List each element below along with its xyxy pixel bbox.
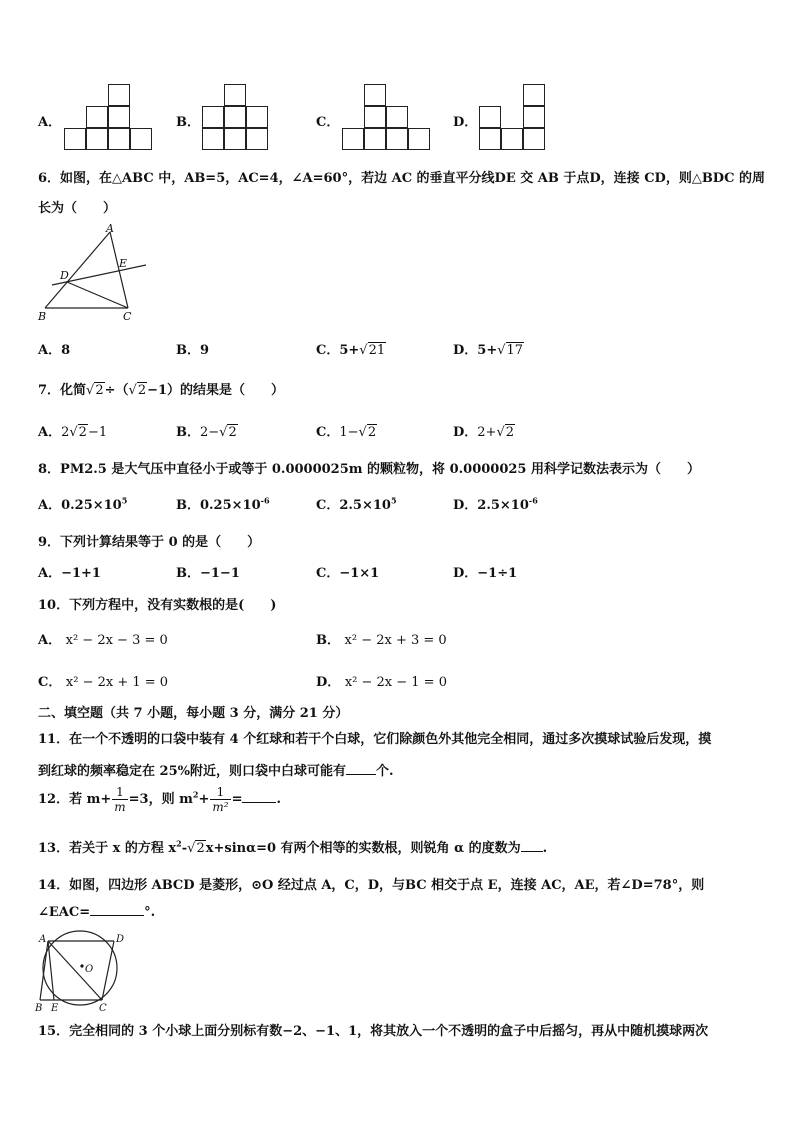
q10-option-a-prefix: A． bbox=[38, 633, 62, 648]
q12-plus: + bbox=[198, 792, 210, 807]
q8-option-d-base: D．2.5×10 bbox=[453, 498, 529, 513]
q7-option-a: A．2√2−1 bbox=[38, 425, 108, 440]
q13-answer-blank[interactable] bbox=[521, 851, 543, 852]
q14-label-d: D bbox=[116, 934, 125, 945]
q13-prefix: 13．若关于 x 的方程 x bbox=[38, 841, 177, 856]
q10-option-d-equation: x² − 2x − 1 = 0 bbox=[344, 675, 447, 690]
q12-fraction-2 bbox=[210, 785, 230, 814]
q9-option-c: C．−1×1 bbox=[316, 566, 380, 581]
q13-radicand: 2 bbox=[196, 841, 205, 856]
q8-text: 8．PM2.5 是大气压中直径小于或等于 0.0000025m 的颗粒物，将 0.0000025 用科学记数法表示为（ ） bbox=[38, 462, 700, 477]
q6-option-d-radicand: 17 bbox=[506, 343, 524, 358]
q5-option-a-label: A． bbox=[38, 115, 62, 130]
q12-fraction-1 bbox=[112, 785, 127, 814]
q14-label-o: O bbox=[85, 964, 94, 975]
q7-option-d-radicand: 2 bbox=[505, 425, 515, 440]
q12-mid-exp: 2 bbox=[192, 789, 199, 800]
q7-option-b-radicand: 2 bbox=[228, 425, 237, 440]
q10-option-b-equation: x² − 2x + 3 = 0 bbox=[344, 633, 447, 648]
q13-text: 13．若关于 x 的方程 $x^2-√2x+\sin\alpha=0$ 有两个相等的实数根，则锐角 α 的度数为 . bbox=[38, 838, 548, 856]
q10-option-c bbox=[38, 671, 168, 690]
q8-option-b-exp: -6 bbox=[260, 495, 270, 506]
q12-prefix: 12．若 m+ bbox=[38, 792, 112, 807]
q12-text bbox=[38, 785, 281, 814]
q14-text: 14．如图，四边形 ABCD 是菱形，⊙O 经过点 A，C，D，与BC 相交于点 E，连接 AC，AE，若∠D=78°，则 bbox=[38, 878, 705, 893]
section-2-heading: 二、填空题（共 7 小题，每小题 3 分，满分 21 分） bbox=[38, 706, 349, 721]
q9-option-d: D．−1÷1 bbox=[453, 566, 518, 581]
q6-text-2: 长为（ ） bbox=[38, 201, 117, 216]
q10-option-c-equation: x² − 2x + 1 = 0 bbox=[65, 675, 169, 690]
q10-option-d bbox=[316, 671, 447, 690]
q5-option-b-label: B． bbox=[176, 115, 200, 130]
q6-option-d: D．5+√17 bbox=[453, 343, 524, 358]
q10-option-d-prefix: D． bbox=[316, 675, 341, 690]
q12-fraction-2-num: 1 bbox=[210, 785, 230, 800]
q7-option-a-prefix: A． bbox=[38, 425, 62, 440]
q12-equals: = bbox=[231, 792, 243, 807]
q10-option-c-prefix: C． bbox=[38, 675, 62, 690]
q13-end: . bbox=[542, 841, 548, 856]
q6-triangle-figure bbox=[36, 222, 152, 324]
q9-option-a: A．−1+1 bbox=[38, 566, 101, 581]
q14-rhombus-circle-figure bbox=[34, 930, 134, 1014]
q6-label-b: B bbox=[38, 310, 47, 323]
q7-mid: ÷（ bbox=[104, 383, 129, 398]
q6-option-b: B．9 bbox=[176, 343, 210, 358]
q13-exp: 2 bbox=[176, 838, 182, 849]
q13-mid: x+sinα=0 有两个相等的实数根，则锐角 α 的度数为 bbox=[205, 841, 521, 856]
q8-option-c-base: C．2.5×10 bbox=[316, 498, 391, 513]
q7-option-b: B．2−√2 bbox=[176, 425, 237, 440]
q8-option-b-base: B．0.25×10 bbox=[176, 498, 261, 513]
q7-option-c-radicand: 2 bbox=[367, 425, 377, 440]
q7-option-d-prefix: D． bbox=[453, 425, 478, 440]
q6-option-c: C．5+√21 bbox=[316, 343, 386, 358]
q14-label-a: A bbox=[39, 934, 47, 945]
q11-text: 11．在一个不透明的口袋中装有 4 个红球和若干个白球，它们除颜色外其他完全相同，通过多次摸球试验后发现，摸 bbox=[38, 732, 712, 747]
q14-text-2 bbox=[38, 905, 155, 920]
q9-text: 9．下列计算结果等于 0 的是（ ） bbox=[38, 535, 261, 550]
q6-option-d-prefix: D．5+ bbox=[453, 343, 498, 358]
q6-text: 6．如图，在△ABC 中，AB=5，AC=4，∠A=60°，若边 AC 的垂直平分线DE 交 AB 于点D，连接 CD，则△BDC 的周 bbox=[38, 171, 765, 186]
q7-option-d-coef: 2+ bbox=[477, 425, 497, 440]
q10-option-b-prefix: B． bbox=[316, 633, 340, 648]
q7-option-b-prefix: B． bbox=[176, 425, 200, 440]
q11-text-2 bbox=[38, 760, 394, 779]
q11-answer-blank[interactable] bbox=[346, 774, 376, 775]
q7-option-c: C．1−√2 bbox=[316, 425, 377, 440]
q8-option-a-base: A．0.25×10 bbox=[38, 498, 122, 513]
q10-text: 10．下列方程中，没有实数根的是( ) bbox=[38, 598, 277, 613]
q8-option-c bbox=[316, 494, 397, 513]
q6-label-a: A bbox=[106, 222, 114, 235]
q12-answer-blank[interactable] bbox=[242, 802, 276, 803]
q14-text-2-prefix: ∠EAC= bbox=[38, 905, 91, 920]
q7-prefix: 7．化简 bbox=[38, 383, 87, 398]
q8-option-c-exp: 5 bbox=[390, 495, 397, 506]
q11-text-2-suffix: 个. bbox=[375, 764, 394, 779]
q8-option-d-exp: -6 bbox=[528, 495, 538, 506]
q7-option-a-tail: −1 bbox=[87, 425, 108, 440]
q6-option-c-radicand: 21 bbox=[368, 343, 386, 358]
q14-label-e: E bbox=[51, 1003, 59, 1014]
q14-label-c: C bbox=[99, 1003, 107, 1014]
q7-option-c-coef: 1− bbox=[339, 425, 359, 440]
q14-answer-blank[interactable] bbox=[90, 915, 144, 916]
q10-option-a-equation: x² − 2x − 3 = 0 bbox=[65, 633, 168, 648]
q12-fraction-1-den: m bbox=[114, 800, 126, 814]
q5-option-d-label: D． bbox=[453, 115, 478, 130]
q8-option-a bbox=[38, 494, 127, 513]
q8-option-b bbox=[176, 494, 270, 513]
q9-option-b: B．−1−1 bbox=[176, 566, 240, 581]
q8-option-d bbox=[453, 494, 538, 513]
q6-option-a: A．8 bbox=[38, 343, 71, 358]
q10-option-a bbox=[38, 629, 168, 648]
q7-option-d: D．2+√2 bbox=[453, 425, 515, 440]
q8-option-a-exp: 5 bbox=[121, 495, 128, 506]
q6-option-c-prefix: C．5+ bbox=[316, 343, 360, 358]
q12-mid: =3，则 m bbox=[128, 792, 193, 807]
q7-tail: −1）的结果是（ ） bbox=[147, 383, 285, 398]
q10-option-b bbox=[316, 629, 447, 648]
q6-label-d: D bbox=[60, 269, 69, 282]
q7-text: 7．化简√2÷（√2−1）的结果是（ ） bbox=[38, 383, 285, 398]
q12-end: . bbox=[276, 792, 282, 807]
q7-option-b-coef: 2− bbox=[200, 425, 220, 440]
q13-minus: - bbox=[181, 841, 188, 856]
q14-text-2-suffix: °. bbox=[144, 905, 156, 920]
q14-label-b: B bbox=[35, 1003, 43, 1014]
q7-radicand-1: 2 bbox=[95, 383, 104, 398]
q6-label-e: E bbox=[119, 257, 128, 270]
q6-label-c: C bbox=[123, 310, 132, 323]
q7-option-a-radicand: 2 bbox=[78, 425, 87, 440]
q12-fraction-1-num: 1 bbox=[112, 785, 127, 800]
q12-fraction-2-den: m² bbox=[212, 800, 229, 814]
q15-text: 15．完全相同的 3 个小球上面分别标有数−2、−1、1，将其放入一个不透明的盒子中后摇匀，再从中随机摸球两次 bbox=[38, 1024, 709, 1039]
q7-radicand-2: 2 bbox=[137, 383, 147, 398]
q5-option-c-label: C． bbox=[316, 115, 340, 130]
q7-option-a-coef: 2 bbox=[61, 425, 70, 440]
q11-text-2-prefix: 到红球的频率稳定在 25%附近，则口袋中白球可能有 bbox=[38, 764, 346, 779]
q7-option-c-prefix: C． bbox=[316, 425, 340, 440]
